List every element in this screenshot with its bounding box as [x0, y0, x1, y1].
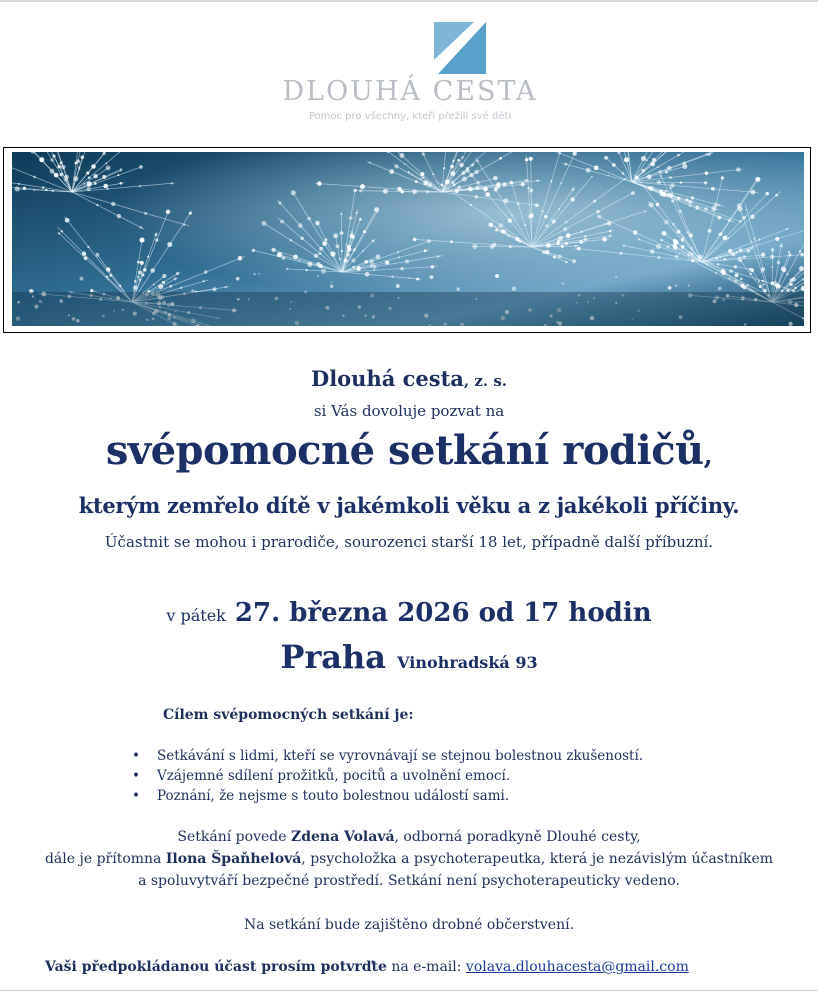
- goals-list: [128, 746, 643, 806]
- logo: [280, 20, 540, 130]
- list-item: • Vzájemné sdílení prožitků, pocitů a uvolnění emocí.: [128, 766, 643, 786]
- psychologist-name: Ilona Špaňhelová: [165, 851, 302, 867]
- date-prefix: v pátek: [166, 606, 226, 625]
- rsvp-email-link[interactable]: volava.dlouhacesta@gmail.com: [465, 959, 689, 975]
- invite-line: si Vás dovoluje pozvat na: [313, 402, 505, 420]
- banner-image: [12, 152, 804, 326]
- facilitation-line-3: a spoluvytváří bezpečné prostředí. Setkání není psychoterapeuticky vedeno.: [138, 873, 680, 889]
- list-item: • Poznání, že nejsme s touto bolestnou událostí sami.: [128, 786, 643, 806]
- event-place: [0, 638, 818, 676]
- organization-line: [0, 366, 818, 391]
- headline-punctuation: ,: [703, 441, 713, 471]
- goals-heading: Cílem svépomocných setkání je:: [163, 707, 414, 723]
- facilitation-line-1: [0, 826, 818, 848]
- facilitation-text: , odborná poradkyně Dlouhé cesty,: [394, 829, 641, 845]
- eligibility-note: Účastnit se mohou i prarodiče, sourozenci starší 18 let, případně další příbuzní.: [104, 533, 714, 551]
- event-subheadline: kterým zemřelo dítě v jakémkoli věku a z jakékoli příčiny.: [78, 493, 740, 518]
- facilitation-text: , psycholožka a psychoterapeutka, která je nezávislým účastníkem: [301, 851, 774, 867]
- facilitator-name: Zdena Volavá: [290, 829, 395, 845]
- date-time: 27. března 2026 od 17 hodin: [234, 598, 652, 628]
- refreshment-note: Na setkání bude zajištěno drobné občerstvení.: [243, 917, 575, 933]
- rsvp-line: [45, 959, 689, 975]
- facilitation-line-2: [0, 848, 818, 870]
- logo-name: DLOUHÁ CESTA: [282, 76, 538, 107]
- city: Praha: [280, 638, 387, 676]
- rsvp-request: Vaši předpokládanou účast prosím potvrďte: [45, 959, 387, 975]
- dandelion-droplets-picture: [12, 152, 804, 326]
- top-rule: [0, 0, 818, 2]
- bottom-rule: [0, 990, 818, 991]
- facilitation-text: Setkání povede: [177, 829, 287, 845]
- facilitation-text: dále je přítomna: [44, 851, 162, 867]
- organization-name: Dlouhá cesta: [310, 366, 464, 391]
- logo-triangle-mark-icon: [434, 22, 486, 74]
- address: Vinohradská 93: [397, 653, 538, 672]
- event-headline: [0, 427, 818, 474]
- facilitation-paragraph: [0, 826, 818, 892]
- logo-tagline: Pomoc pro všechny, kteří přežili své děti: [308, 111, 512, 122]
- rsvp-text: na e-mail:: [386, 959, 466, 975]
- organization-suffix: , z. s.: [463, 372, 507, 390]
- event-date: [0, 598, 818, 628]
- list-item: • Setkávání s lidmi, kteří se vyrovnávají se stejnou bolestnou zkušeností.: [128, 746, 643, 766]
- headline-text: svépomocné setkání rodičů: [105, 427, 704, 474]
